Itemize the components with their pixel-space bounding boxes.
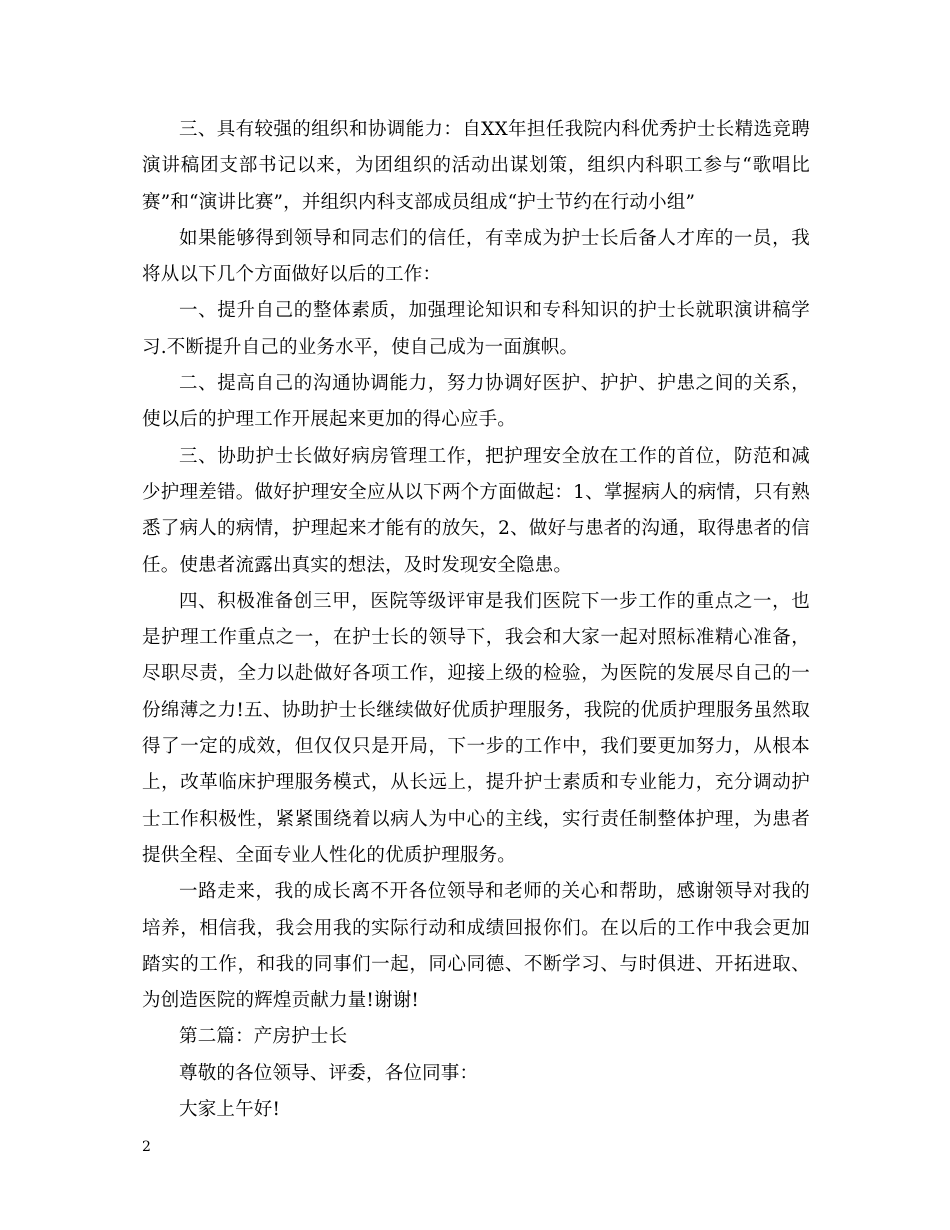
paragraph-plan-three: 三、协助护士长做好病房管理工作，把护理安全放在工作的首位，防范和减少护理差错。做好护理安全应从以下两个方面做起：1、掌握病人的病情，只有熟悉了病人的病情，护理起来才能有的放矢，2、做好与患者的沟通，取得患者的信任。使患者流露出真实的想法，及时发现安全隐患。	[142, 445, 810, 576]
section-heading-second-article: 第二篇：产房护士长	[179, 1026, 348, 1048]
paragraph-plan-two: 二、提高自己的沟通协调能力，努力协调好医护、护护、护患之间的关系，使以后的护理工作开展起来更加的得心应手。	[142, 373, 810, 431]
paragraph-plan-four-five: 四、积极准备创三甲，医院等级评审是我们医院下一步工作的重点之一，也是护理工作重点之一，在护士长的领导下，我会和大家一起对照标准精心准备，尽职尽责，全力以赴做好各项工作，迎接上级的检验，为医院的发展尽自己的一份绵薄之力!五、协助护士长继续做好优质护理服务，我院的优质护理服务虽然取得了一定的成效，但仅仅只是开局，下一步的工作中，我们要更加努力，从根本上，改革临床护理服务模式，从长远上，提升护士素质和专业能力，充分调动护士工作积极性，紧紧围绕着以病人为中心的主线，实行责任制整体护理，为患者提供全程、全面专业人性化的优质护理服务。	[142, 590, 810, 866]
page-number: 2	[142, 1139, 151, 1155]
document-body	[142, 112, 810, 1128]
paragraph-salutation: 尊敬的各位领导、评委，各位同事：	[179, 1062, 479, 1084]
paragraph-greeting: 大家上午好!	[179, 1099, 281, 1121]
paragraph-closing: 一路走来，我的成长离不开各位领导和老师的关心和帮助，感谢领导对我的培养，相信我，我会用我的实际行动和成绩回报你们。在以后的工作中我会更加踏实的工作，和我的同事们一起，同心同德、不断学习、与时俱进、开拓进取、为创造医院的辉煌贡献力量!谢谢!	[142, 881, 810, 1012]
paragraph-organization-ability: 三、具有较强的组织和协调能力：自XX年担任我院内科优秀护士长精选竞聘演讲稿团支部书记以来，为团组织的活动出谋划策，组织内科职工参与“歌唱比赛”和“演讲比赛”，并组织内科支部成员组成“护士节约在行动小组”	[142, 119, 810, 213]
paragraph-plan-one: 一、提升自己的整体素质，加强理论知识和专科知识的护士长就职演讲稿学习.不断提升自己的业务水平，使自己成为一面旗帜。	[142, 300, 810, 358]
paragraph-intro-plan: 如果能够得到领导和同志们的信任，有幸成为护士长后备人才库的一员，我将从以下几个方面做好以后的工作：	[142, 227, 810, 286]
